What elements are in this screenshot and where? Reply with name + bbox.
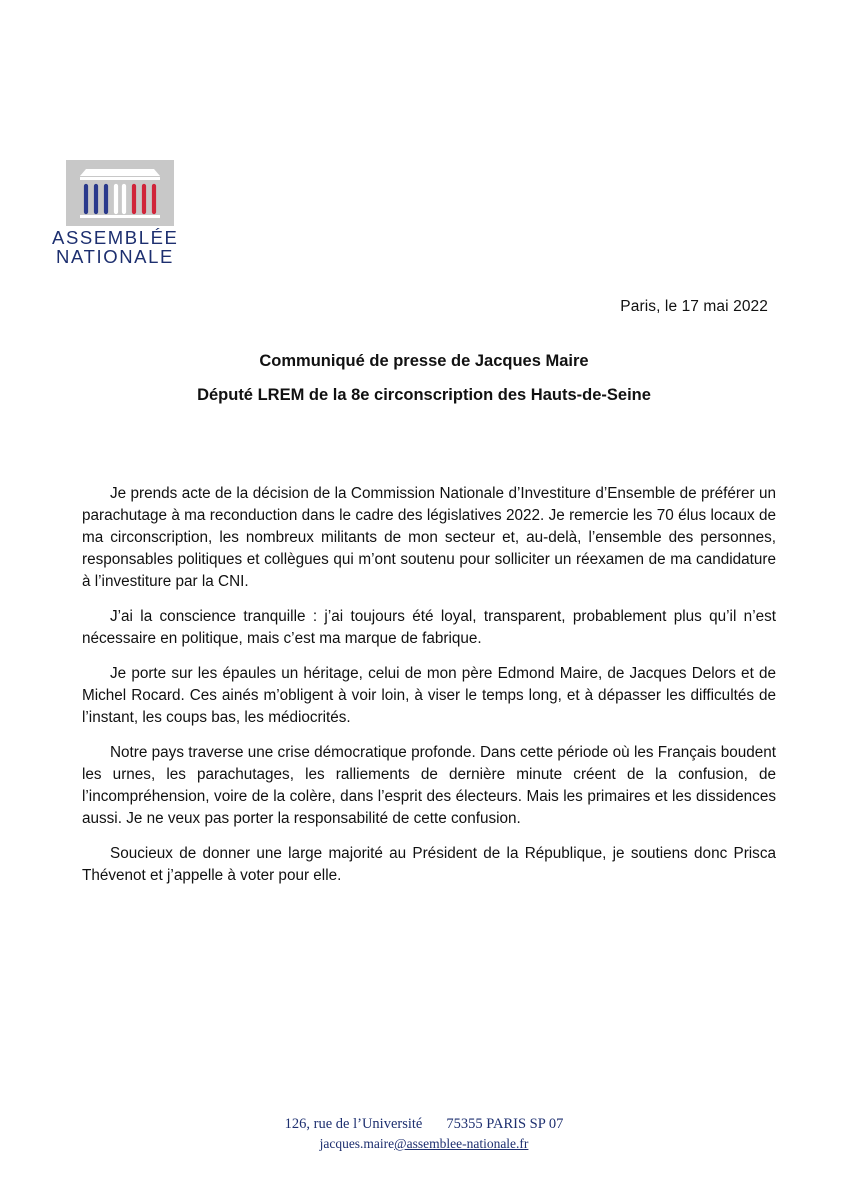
logo-wordmark	[52, 228, 178, 266]
city-address: 75355 PARIS SP 07	[446, 1116, 564, 1132]
press-release-subtitle: Député LREM de la 8e circonscription des Hauts-de-Seine	[197, 386, 651, 404]
street-address: 126, rue de l’Université	[284, 1116, 423, 1132]
document-date: Paris, le 17 mai 2022	[620, 298, 768, 315]
press-release-body	[82, 483, 776, 900]
body-paragraph: Notre pays traverse une crise démocratique profonde. Dans cette période où les Français boudent les urnes, les parachutages, les ralliements de dernière minute créent de la confusion, de l’incompréhension, voire de la colère, dans l’esprit des électeurs. Mais les primaires et les dissidences aussi. Je ne veux pas porter la responsabilité de cette confusion.	[82, 744, 776, 827]
logo-line-1: ASSEMBLÉE	[52, 227, 179, 248]
body-paragraph: Soucieux de donner une large majorité au Président de la République, je soutiens donc Prisca Thévenot et j’appelle à voter pour elle.	[82, 845, 776, 884]
email-address[interactable]	[0, 1134, 848, 1153]
postal-address	[0, 1115, 848, 1134]
assemblee-nationale-logo	[52, 160, 178, 272]
logo-line-2: NATIONALE	[56, 246, 174, 267]
body-paragraph: Je prends acte de la décision de la Commission Nationale d’Investiture d’Ensemble de préférer un parachutage à ma reconduction dans le cadre des législatives 2022. Je remercie les 70 élus locaux de ma circonscription, les nombreux militants de mon secteur et, au-delà, l’ensemble des personnes, responsables politiques et collègues qui m’ont soutenu pour solliciter un réexamen de ma candidature à l’investiture par la CNI.	[82, 485, 776, 590]
body-paragraph: Je porte sur les épaules un héritage, celui de mon père Edmond Maire, de Jacques Delors et de Michel Rocard. Ces ainés m’obligent à voir loin, à viser le temps long, et à dépasser les difficultés de l’instant, les coups bas, les médiocrités.	[82, 665, 776, 726]
press-release-title: Communiqué de presse de Jacques Maire	[259, 352, 589, 370]
footer-address	[0, 1115, 848, 1153]
body-paragraph: J’ai la conscience tranquille : j’ai toujours été loyal, transparent, probablement plus qu’il n’est nécessaire en politique, mais c’est ma marque de fabrique.	[82, 608, 776, 647]
email-user: jacques.maire	[319, 1136, 395, 1151]
email-domain-link[interactable]: @assemblee-nationale.fr	[394, 1136, 529, 1151]
hemicycle-emblem-icon	[66, 160, 174, 226]
